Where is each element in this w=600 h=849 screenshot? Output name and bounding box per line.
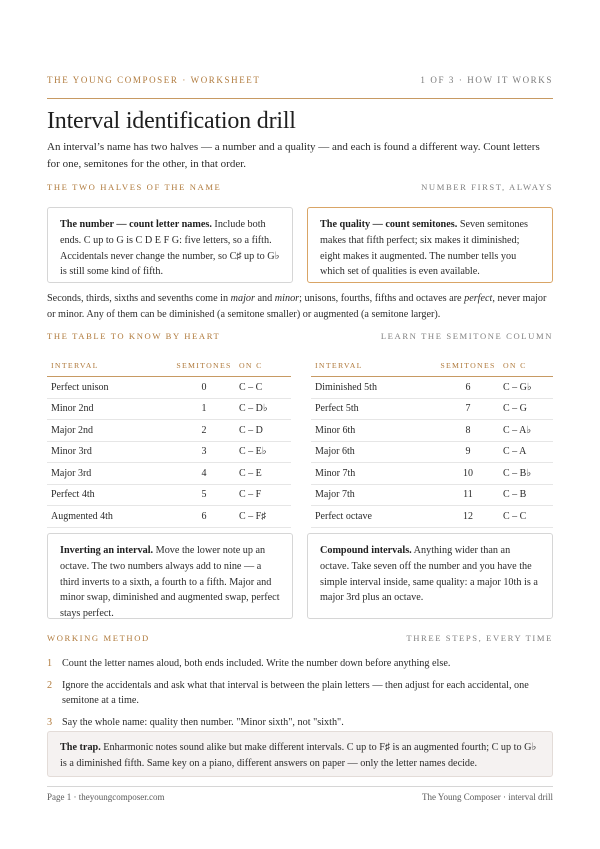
cell-interval: Major 2nd	[47, 420, 169, 442]
inversion-card	[47, 533, 293, 619]
inversion-card-heading: Inverting an interval.	[60, 545, 154, 556]
section-note: LEARN THE SEMITONE COLUMN	[380, 331, 553, 341]
running-header	[47, 75, 553, 89]
col-header-interval: INTERVAL	[311, 355, 433, 377]
running-header-page: 1 OF 3 · HOW IT WORKS	[420, 75, 553, 85]
footer-title: The Young Composer · interval drill	[422, 792, 553, 802]
cell-on-c: C – F	[235, 484, 291, 506]
cell-on-c: C – A♭	[499, 420, 553, 442]
cell-interval: Perfect 4th	[47, 484, 169, 506]
col-header-on-c: ON C	[235, 355, 291, 377]
cell-on-c: C – E	[235, 463, 291, 485]
interval-table-right	[311, 355, 553, 528]
table-row	[311, 398, 553, 420]
col-header-interval: INTERVAL	[47, 355, 169, 377]
cell-on-c: C – D♭	[235, 398, 291, 420]
quality-card	[307, 207, 553, 283]
para-text: , never major or minor. Any of them can be diminished (a semitone smaller) or augmented (a semitone larger).	[47, 293, 547, 320]
para-text: ; unisons, fourths, fifths and octaves are	[299, 293, 465, 304]
trap-body: Enharmonic notes sound alike but make different intervals. C up to F♯ is an augmented fourth; C up to G♭ is a diminished fifth. Same key on a piano, different answers on paper — only the letter names decide.	[60, 742, 537, 769]
step-item	[47, 656, 553, 672]
col-header-semitones: SEMITONES	[433, 355, 499, 377]
table-row	[311, 420, 553, 442]
trap-callout	[47, 731, 553, 777]
table-row	[47, 463, 291, 485]
cell-interval: Perfect octave	[311, 506, 433, 528]
para-major: major	[230, 293, 255, 304]
section-heading-table	[47, 331, 553, 345]
table-row	[311, 463, 553, 485]
footer-page: Page 1 · theyoungcomposer.com	[47, 792, 165, 802]
section-label: THE TABLE TO KNOW BY HEART	[47, 331, 221, 341]
cell-semitones: 4	[169, 463, 235, 485]
para-text: Seconds, thirds, sixths and sevenths come in	[47, 293, 231, 304]
lead-paragraph: An interval’s name has two halves — a number and a quality — and each is found a different way. Count letters for one, semitones for the other, in that order.	[47, 141, 540, 170]
cell-interval: Diminished 5th	[311, 377, 433, 399]
step-item	[47, 678, 553, 709]
para-text: and	[254, 293, 275, 304]
table-row	[311, 377, 553, 399]
quality-card-body: Seven semitones makes that fifth perfect; six makes it diminished; eight makes it augmented. The number tells you which set of qualities is even available.	[320, 219, 529, 278]
step-item	[47, 715, 553, 731]
step-number: 1	[47, 658, 53, 669]
quality-families-paragraph	[47, 291, 553, 322]
cell-on-c: C – G♭	[499, 377, 553, 399]
compound-card-body: Anything wider than an octave. Take seven off the number and you have the simple interval inside, same quality: a major 10th is a major 3rd plus an octave.	[320, 545, 538, 604]
cell-on-c: C – B♭	[499, 463, 553, 485]
cell-interval: Minor 2nd	[47, 398, 169, 420]
compound-card	[307, 533, 553, 619]
cell-semitones: 10	[433, 463, 499, 485]
method-steps	[47, 656, 553, 736]
number-card-heading: The number — count letter names.	[60, 219, 212, 230]
cell-interval: Minor 6th	[311, 420, 433, 442]
cell-interval: Minor 3rd	[47, 441, 169, 463]
cell-semitones: 2	[169, 420, 235, 442]
footer-rule	[47, 786, 553, 787]
cell-semitones: 7	[433, 398, 499, 420]
section-label: THE TWO HALVES OF THE NAME	[47, 182, 222, 192]
table-row	[47, 420, 291, 442]
cell-semitones: 0	[169, 377, 235, 399]
col-header-semitones: SEMITONES	[169, 355, 235, 377]
table-row	[47, 377, 291, 399]
table-row	[311, 506, 553, 528]
cell-semitones: 12	[433, 506, 499, 528]
cell-on-c: C – G	[499, 398, 553, 420]
page-title: Interval identification drill	[47, 108, 296, 134]
cell-on-c: C – A	[499, 441, 553, 463]
cell-interval: Minor 7th	[311, 463, 433, 485]
section-label: WORKING METHOD	[47, 633, 150, 643]
number-card	[47, 207, 293, 283]
cell-semitones: 9	[433, 441, 499, 463]
step-text: Ignore the accidentals and ask what that interval is between the plain letters — then adjust for each accidental, one semitone at a time.	[62, 679, 529, 706]
cell-semitones: 8	[433, 420, 499, 442]
cell-on-c: C – C	[499, 506, 553, 528]
cell-interval: Major 7th	[311, 484, 433, 506]
quality-card-heading: The quality — count semitones.	[320, 219, 458, 230]
table-row	[311, 484, 553, 506]
cell-semitones: 6	[433, 377, 499, 399]
running-header-title: THE YOUNG COMPOSER · WORKSHEET	[47, 75, 261, 85]
cell-on-c: C – C	[235, 377, 291, 399]
cell-semitones: 5	[169, 484, 235, 506]
cell-interval: Major 6th	[311, 441, 433, 463]
cell-semitones: 6	[169, 506, 235, 528]
table-row	[47, 484, 291, 506]
table-row	[47, 506, 291, 528]
cell-interval: Augmented 4th	[47, 506, 169, 528]
table-row	[47, 398, 291, 420]
table-row	[311, 441, 553, 463]
para-minor: minor	[274, 293, 300, 304]
trap-heading: The trap.	[60, 742, 101, 753]
step-number: 2	[47, 679, 53, 691]
section-note: NUMBER FIRST, ALWAYS	[421, 182, 553, 192]
para-perfect: perfect	[464, 293, 493, 304]
cell-interval: Perfect unison	[47, 377, 169, 399]
cell-on-c: C – E♭	[235, 441, 291, 463]
cell-semitones: 11	[433, 484, 499, 506]
step-text: Say the whole name: quality then number. "Minor sixth", not "sixth".	[62, 716, 344, 728]
header-rule	[47, 98, 553, 99]
compound-card-heading: Compound intervals.	[320, 545, 412, 556]
cell-on-c: C – D	[235, 420, 291, 442]
step-number: 3	[47, 716, 53, 728]
number-card-body: Include both ends. C up to G is C D E F G: five letters, so a fifth. Accidentals never change the number, so C♯ up to G♭ is still some kind of fifth.	[60, 219, 280, 278]
cell-on-c: C – B	[499, 484, 553, 506]
section-note: THREE STEPS, EVERY TIME	[406, 633, 553, 643]
step-text: Count the letter names aloud, both ends included. Write the number down before anything else.	[62, 658, 451, 669]
col-header-on-c: ON C	[499, 355, 553, 377]
inversion-card-body: Move the lower note up an octave. The two numbers always add to nine — a third inverts to a sixth, a fourth to a fifth. Major and minor swap, diminished and augmented swap, perfect stays perfect.	[60, 545, 280, 620]
table-row	[47, 441, 291, 463]
cell-interval: Major 3rd	[47, 463, 169, 485]
section-heading-method	[47, 633, 553, 647]
cell-interval: Perfect 5th	[311, 398, 433, 420]
cell-semitones: 3	[169, 441, 235, 463]
cell-semitones: 1	[169, 398, 235, 420]
interval-table-left	[47, 355, 291, 528]
cell-on-c: C – F♯	[235, 506, 291, 528]
section-heading-two-halves	[47, 182, 553, 196]
